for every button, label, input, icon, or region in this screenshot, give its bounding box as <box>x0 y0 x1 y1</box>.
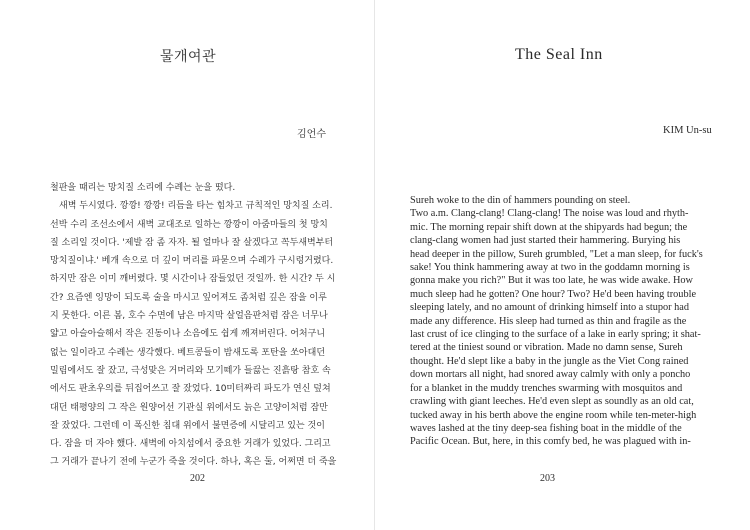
text-line: 잘 잤었다. 그런데 이 폭신한 침대 위에서 불면증에 시달리고 있는 것이 <box>50 420 325 431</box>
text-line: Sureh woke to the din of hammers pounding on steel. <box>410 195 631 206</box>
text-line: 없는 일이라고 수례는 생각했다. 베트콩들이 밤새도록 포탄을 쏘아대던 <box>50 347 326 358</box>
text-line: for a blanket in the muddy trenches swarming with mosquitos and <box>410 382 683 394</box>
text-line: 새벽 두시였다. 깡깡! 깡깡! 리듬을 타는 힘차고 규칙적인 망치질 소리. <box>50 201 333 212</box>
text-line: crawling with giant leeches. He'd even slept as soundly as an old cat, <box>410 396 694 408</box>
text-line: 그 거래가 끝나기 전에 누군가 죽을 것이다. 하나, 혹은 둘, 어쩌면 더 죽을 <box>50 457 337 468</box>
text-line: 지 못한다. 이른 봄, 호수 수면에 남은 마지막 살얼음판처럼 잠은 너무나 <box>50 311 328 322</box>
text-line: clang-clang women had just started their hammering. Burying his <box>410 235 681 247</box>
author-name: 김언수 <box>297 129 326 140</box>
text-line: 질 소리일 것이다. '제발 잠 좀 자자. 될 얼마나 잘 살겠다고 꼭두새벽부터 <box>50 237 334 248</box>
text-line: last crust of ice clinging to the surface of a lake in early spring; it shat- <box>410 329 701 341</box>
text-line: made any difference. His sleep had turned as thin and fragile as the <box>410 315 687 327</box>
text-line: 밀림에서도 잘 잤고, 극성맞은 거머리와 모기떼가 들끓는 진흙탕 참호 속 <box>50 365 331 376</box>
text-line: sleeping lately, and no amount of drinking himself into a stupor had <box>410 302 690 314</box>
body-text <box>50 179 345 472</box>
text-line: gonna make you rich?" But it was too late, he was wide awake. How <box>410 275 693 287</box>
text-line: 하지만 잠은 이미 깨버렸다. 몇 시간이나 잠들었던 것일까. 한 시간? 두 시 <box>50 274 336 285</box>
text-line: thought. He'd slept like a baby in the jungle as the Viet Cong rained <box>410 355 689 367</box>
page-number: 203 <box>540 473 555 484</box>
text-line: down mortars all night, had snored away calmly with only a poncho <box>410 369 691 381</box>
text-line: sake! You think hammering away at two in the goddamn morning is <box>410 262 690 274</box>
text-line: 철판을 때리는 망치질 소리에 수례는 눈을 떴다. <box>50 183 236 193</box>
text-line: 에서도 판초우의를 뒤집어쓰고 잘 잤었다. 10미터짜리 파도가 연신 덮쳐 <box>50 384 331 395</box>
text-line: 다. 잠을 더 자야 했다. 새벽에 아치섬에서 중요한 거래가 있었다. 그리고 <box>50 439 331 450</box>
text-line: 얇고 아슬아슬해서 작은 진동이나 소음에도 쉽게 깨져버린다. 어처구니 <box>50 329 326 340</box>
text-line: tucked away in his berth above the engine room while ten-meter-high <box>410 409 697 421</box>
author-name: KIM Un-su <box>663 125 712 136</box>
text-line: 선박 수리 조선소에서 새벽 교대조로 일하는 깡깡이 아줌마들의 첫 망치 <box>50 219 328 230</box>
text-line: much sleep had he gotten? One hour? Two? He'd been having trouble <box>410 288 697 300</box>
page-title: 물개여관 <box>160 49 217 65</box>
page-number: 202 <box>190 473 205 484</box>
page-title: The Seal Inn <box>515 46 603 63</box>
text-line: Pacific Ocean. But, here, in this comfy bed, he was plagued with in- <box>410 436 691 448</box>
body-text <box>410 194 720 449</box>
text-line: 간? 요즘엔 잉망이 되도록 술을 마시고 잎어져도 좀처럼 깊은 잠을 이루 <box>50 292 327 303</box>
text-line: tered at the tiniest sound or vibration. Made no damn sense, Sureh <box>410 342 683 354</box>
text-line: 대던 태평양의 그 작은 원양어선 기관실 위에서도 늙은 고양이처럼 잠만 <box>50 402 328 413</box>
text-line: 망치질이냐.' 베개 속으로 더 깊이 머리를 파묻으며 수례가 구시렁거렸다. <box>50 256 334 267</box>
right-page-english <box>375 0 750 530</box>
text-line: Two a.m. Clang-clang! Clang-clang! The noise was loud and rhyth- <box>410 208 689 220</box>
text-line: mic. The morning repair shift down at the shipyards had begun; the <box>410 221 688 233</box>
text-line: waves lashed at the tiny deep-sea fishing boat in the middle of the <box>410 422 682 434</box>
text-line: head deeper in the pillow, Sureh grumbled, "Let a man sleep, for fuck's <box>410 248 703 260</box>
